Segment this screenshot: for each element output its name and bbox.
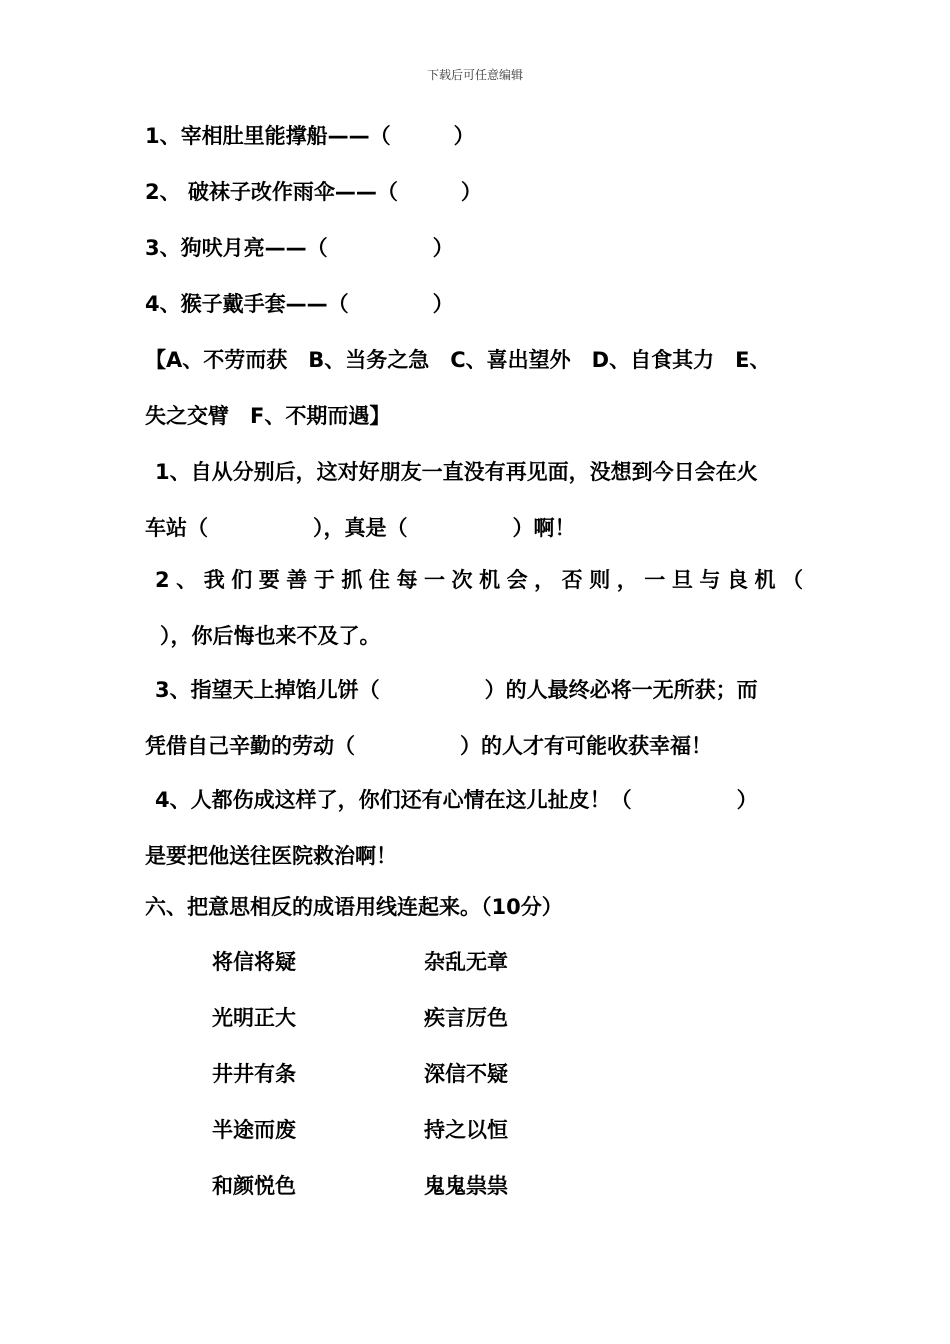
idiom-left: 将信将疑 — [212, 950, 296, 974]
sentence-3-line-2: 凭借自己辛勤的劳动（ ）的人才有可能收获幸福！ — [145, 734, 712, 758]
sentence-2-line-2: ），你后悔也来不及了。 — [160, 624, 381, 648]
idiom-pairs — [212, 948, 632, 1228]
idiom-right: 深信不疑 — [424, 1062, 508, 1086]
idiom-left: 光明正大 — [212, 1006, 296, 1030]
idiom-right: 疾言厉色 — [424, 1006, 508, 1030]
sentence-3-line-1: 3、指望天上掉馅儿饼（ ）的人最终必将一无所获；而 — [155, 678, 758, 702]
idiom-pair — [212, 1060, 632, 1116]
idiom-pair — [212, 1172, 632, 1228]
sentence-1-line-2: 车站（ ），真是（ ）啊！ — [145, 516, 576, 540]
options-line-1: 【A、不劳而获 B、当务之急 C、喜出望外 D、自食其力 E、 — [145, 348, 771, 372]
sentence-1-line-1: 1、自从分别后，这对好朋友一直没有再见面，没想到今日会在火 — [155, 460, 758, 484]
idiom-left: 半途而废 — [212, 1118, 296, 1142]
idiom-right: 杂乱无章 — [424, 950, 508, 974]
question-1: 1、宰相肚里能撑船——（ ） — [145, 124, 475, 148]
section-6-title: 六、把意思相反的成语用线连起来。（10分） — [145, 895, 563, 919]
page-header: 下载后可任意编辑 — [426, 68, 523, 82]
question-2: 2、 破袜子改作雨伞——（ ） — [145, 180, 482, 204]
idiom-pair — [212, 1004, 632, 1060]
sentence-4-line-1: 4、人都伤成这样了，你们还有心情在这儿扯皮！（ ） — [155, 788, 758, 812]
idiom-right: 持之以恒 — [424, 1118, 508, 1142]
idiom-left: 和颜悦色 — [212, 1174, 296, 1198]
sentence-2-line-1: 2、我们要善于抓住每一次机会，否则，一旦与良机（ — [155, 568, 805, 592]
idiom-pair — [212, 948, 632, 1004]
options-line-2: 失之交臂 F、不期而遇】 — [145, 404, 391, 428]
idiom-right: 鬼鬼祟祟 — [424, 1174, 508, 1198]
question-4: 4、猴子戴手套——（ ） — [145, 292, 454, 316]
sentence-4-line-2: 是要把他送往医院救治啊！ — [145, 844, 397, 868]
idiom-pair — [212, 1116, 632, 1172]
question-3: 3、狗吠月亮——（ ） — [145, 236, 454, 260]
idiom-left: 井井有条 — [212, 1062, 296, 1086]
